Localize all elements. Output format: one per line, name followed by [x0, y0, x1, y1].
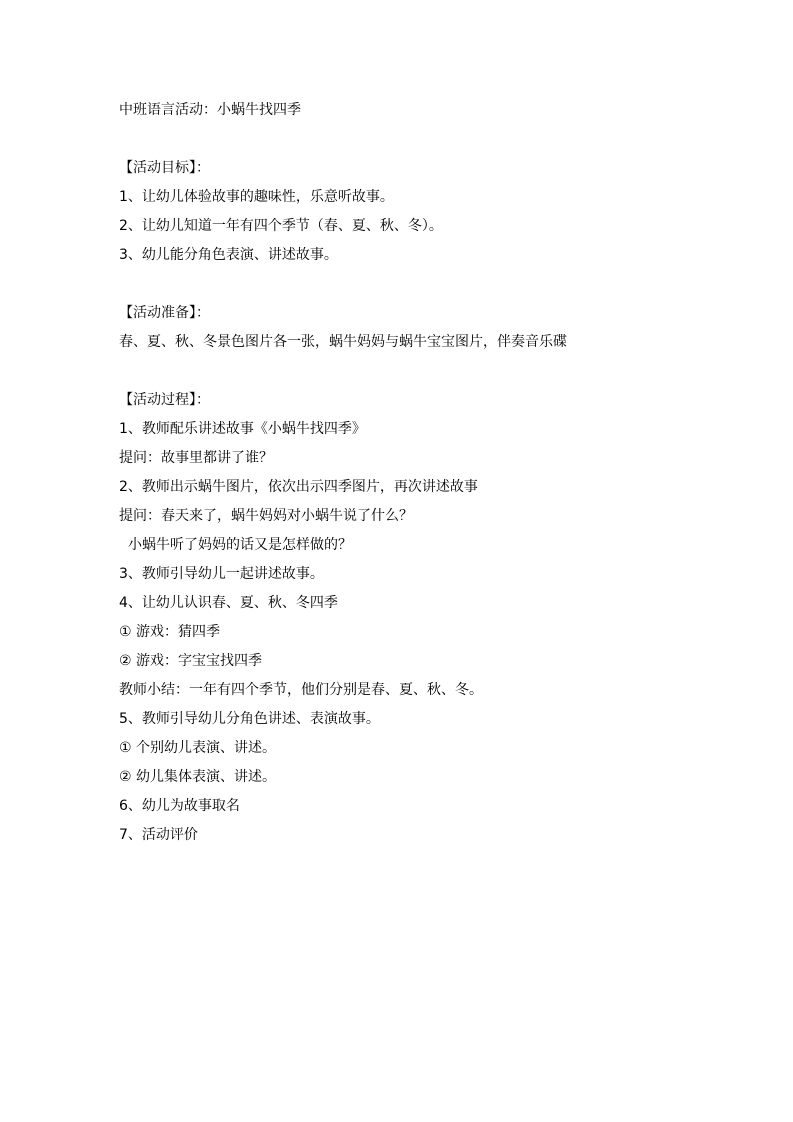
spacer [119, 125, 719, 154]
spacer [119, 270, 719, 299]
process-line: ① 个别幼儿表演、讲述。 [119, 740, 277, 756]
process-line: 教师小结：一年有四个季节，他们分别是春、夏、秋、冬。 [119, 682, 483, 698]
preparation-text: 春、夏、秋、冬景色图片各一张，蜗牛妈妈与蜗牛宝宝图片，伴奏音乐碟 [119, 334, 567, 350]
process-line: 7、活动评价 [119, 827, 198, 843]
goal-item: 2、让幼儿知道一年有四个季节（春、夏、秋、冬）。 [119, 218, 443, 234]
process-line: 提问：故事里都讲了谁？ [119, 450, 273, 466]
process-line: ① 游戏：猜四季 [119, 624, 221, 640]
process-heading: 【活动过程】： [119, 392, 210, 408]
goals-heading: 【活动目标】： [119, 160, 210, 176]
process-line: 小蜗牛听了妈妈的话又是怎样做的？ [128, 537, 352, 553]
process-line: ② 幼儿集体表演、讲述。 [119, 769, 277, 785]
process-line: ② 游戏：字宝宝找四季 [119, 653, 263, 669]
process-line: 5、教师引导幼儿分角色讲述、表演故事。 [119, 711, 380, 727]
spacer [119, 357, 719, 386]
process-line: 2、教师出示蜗牛图片，依次出示四季图片，再次讲述故事 [119, 479, 478, 495]
document-page [119, 96, 719, 850]
preparation-heading: 【活动准备】： [119, 305, 210, 321]
process-line: 6、幼儿为故事取名 [119, 798, 240, 814]
goal-item: 1、让幼儿体验故事的趣味性，乐意听故事。 [119, 189, 394, 205]
process-line: 提问：春天来了，蜗牛妈妈对小蜗牛说了什么？ [119, 508, 413, 524]
process-line: 1、教师配乐讲述故事《小蜗牛找四季》 [119, 421, 366, 437]
process-line: 4、让幼儿认识春、夏、秋、冬四季 [119, 595, 338, 611]
process-line: 3、教师引导幼儿一起讲述故事。 [119, 566, 324, 582]
goal-item: 3、幼儿能分角色表演、讲述故事。 [119, 247, 338, 263]
document-title: 中班语言活动：小蜗牛找四季 [119, 102, 301, 118]
